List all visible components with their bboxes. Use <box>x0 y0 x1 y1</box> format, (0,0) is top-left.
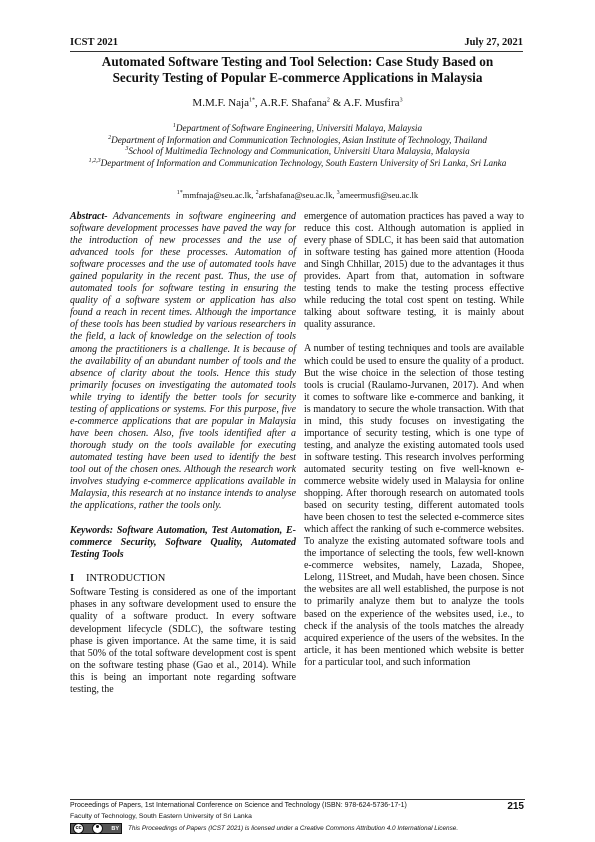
header-rule <box>70 51 523 52</box>
intro-paragraph-1-continued: emergence of automation practices has paved a way to reduce this cost. Although automation is applied in every phase of SDLC, it has been said that automation in software testing has gained more attention (Hooda and Singh Chhillar, 2015) due to the advantages it thus provides. Apart from that, automation in software testing tends to make the testing process effective while reducing the total cost spent on testing. While talking about software testing, it is mainly about quality assurance. <box>304 211 524 331</box>
footer-faculty: Faculty of Technology, South Eastern University of Sri Lanka <box>70 813 252 820</box>
paper-title <box>70 54 525 86</box>
email-3-sup: 3 <box>336 190 340 197</box>
affiliation-2 <box>75 135 520 147</box>
keywords: Keywords: Software Automation, Test Automation, E-commerce Security, Software Quality, Automated Testing Tools <box>70 525 296 561</box>
email-1-sup: 1* <box>176 190 183 197</box>
attribution-person-icon <box>92 823 103 834</box>
affiliation-4-sup: 1,2,3 <box>88 157 101 164</box>
footer-rule <box>70 799 525 800</box>
affiliation-list <box>75 123 520 169</box>
author-1: M.M.F. Naja <box>192 97 249 109</box>
author-1-sup: 1* <box>249 97 255 104</box>
affiliation-4 <box>75 158 520 170</box>
abstract-label: Abstract- <box>70 211 108 222</box>
section-heading-introduction <box>70 573 296 585</box>
footer-proceedings: Proceedings of Papers, 1st International Conference on Science and Technology (ISBN: 978-624-5736-17-1) <box>70 802 407 809</box>
page-number: 215 <box>507 801 524 812</box>
intro-paragraph-2: A number of testing techniques and tools are available which could be used to ensure the quality of a product. But the wise choice in the selection of those testing tools is crucial (Raulamo-Jurvanen, 2017). And when it comes to software like e-commerce and banking, it is mandatory to secure the whole transaction. With that in mind, this study focuses on investigating the importance of security testing, which is one type of testing, and analyze the existing automated tools used in software testing. This research involves performing automated security testing on five well-known e-commerce website widely used in Malaysia for online shopping. After thorough research on automated tools based on security testing, different automated tools have been chosen to test the selected e-commerce sites which affect the ranking of such e-commerce websites. To analyze the existing automated software tools and the importance of selecting the tools, few well-known e-commerce websites, namely, Lazada, Shopee, Lelong, 11Street, and Mudah, have been chosen. Since the websites are all well established, the purpose is not to primarily analyze them but to analyze the tools based on the experience of the websites used, i.e., to check if the analysis of the tools matches the already acquired experience of the users of the websites. In the article, it has been mentioned which website is better for a particular tool, and such information <box>304 343 524 668</box>
email-list <box>70 190 525 200</box>
author-3: & A.F. Musfira <box>329 97 400 109</box>
footer-license[interactable]: This Proceedings of Papers (ICST 2021) is licensed under a Creative Commons Attribution 4.0 International License. <box>128 825 459 832</box>
affiliation-3 <box>75 146 520 158</box>
affiliation-1-text: Department of Software Engineering, Universiti Malaya, Malaysia <box>175 123 423 133</box>
affiliation-1 <box>75 123 520 135</box>
affiliation-2-sup: 2 <box>108 134 112 141</box>
paper-title-line-1: Automated Software Testing and Tool Selection: Case Study Based on <box>101 54 494 69</box>
cc-icon: cc <box>73 823 84 834</box>
affiliation-4-text: Department of Information and Communication Technology, South Eastern University of Sri Lanka, Sri Lanka <box>100 157 507 168</box>
author-3-sup: 3 <box>399 97 403 104</box>
affiliation-3-sup: 3 <box>125 145 129 152</box>
section-number: I <box>70 573 75 585</box>
abstract <box>70 211 296 512</box>
running-header-date: July 27, 2021 <box>464 37 523 48</box>
abstract-text: Advancements in software engineering and software development processes have paved the way for the introduction of new processes and the use of advanced tools for these processes. Automation of software processes and the use of automated tools have gained popularity in the recent past. Thus, the use of automated tools for software testing in ensuring the quality of a software system or application has also found a reach in recent times. Although the importance of these tools has been studied by various researchers in the field, a lack of knowledge on the selection of tools among the practitioners is a challenge. It is because of the availability of an abundant number of tools and the absence of clarity about the tools. Hence this study primarily focuses on investigating the automated tools while trying to identify the better tools for security testing of applications or systems. For this purpose, five e-commerce applications that are popular in Malaysia have been chosen. Also, five tools identified after a thorough study on the tools available for executing automated testing have been used to identify the best tool out of the chosen ones. Although the research work involves studying e-commerce applications available in Malaysia, this research at no instance intends to analyse the applications, rather the tools only. <box>70 211 296 512</box>
running-header-conference: ICST 2021 <box>70 37 118 48</box>
author-2: , A.R.F. Shafana <box>255 97 327 109</box>
affiliation-2-text: Department of Information and Communication Technologies, Asian Institute of Technology, Thailand <box>111 134 487 145</box>
author-list <box>70 97 525 110</box>
paragraph-gap <box>304 331 524 343</box>
affiliation-1-sup: 1 <box>172 122 176 129</box>
left-column <box>70 211 296 696</box>
email-2[interactable]: arfshafana@seu.ac.lk, <box>258 190 337 200</box>
right-column <box>304 211 524 669</box>
creative-commons-badge[interactable] <box>70 823 122 834</box>
paper-title-line-2: Security Testing of Popular E-commerce Applications in Malaysia <box>112 70 483 85</box>
email-2-sup: 2 <box>255 190 259 197</box>
email-3[interactable]: ameermusfi@seu.ac.lk <box>339 190 419 200</box>
section-title: INTRODUCTION <box>86 573 166 585</box>
intro-paragraph-1: Software Testing is considered as one of the important phases in any software development used to ensure the quality of a software product. In every software development lifecycle (SDLC), the software testing phase is given importance. At the same time, it is said that 50% of the total software development cost is spent on the software testing phase (Gao et al., 2014). While this is being an important note regarding software testing, the <box>70 587 296 695</box>
email-1[interactable]: mmfnaja@seu.ac.lk, <box>182 190 256 200</box>
author-2-sup: 2 <box>326 97 330 104</box>
cc-by-label: BY <box>111 825 119 832</box>
affiliation-3-text: School of Multimedia Technology and Communication, Universiti Utara Malaysia, Malaysia <box>128 146 470 156</box>
